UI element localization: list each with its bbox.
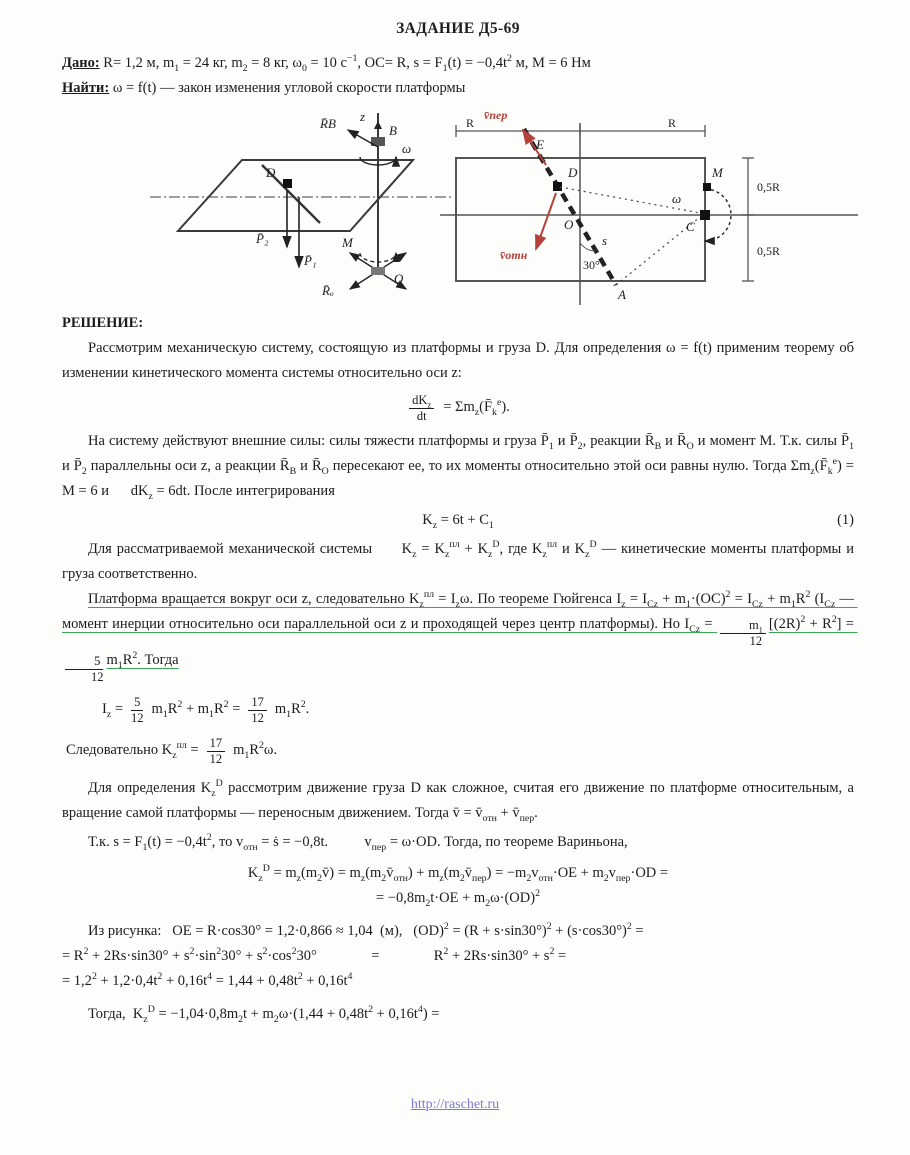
paragraph-5: Для определения $K_z^D$ рассмотрим движение груза D как сложное, считая его движение по платформе относительным, а вращение самой платформы — переносным движением. Тогда v̄ = $v̄_{отн}$ + $v̄_{пер}$. bbox=[62, 778, 858, 824]
label-RB: R̄B bbox=[320, 116, 336, 131]
solution-label: РЕШЕНИЕ: bbox=[62, 315, 144, 331]
eq-iz-text-2: $m_1R^2 + m_1R^2$ = bbox=[151, 699, 241, 720]
fraction: $\frac{5}{12}$ bbox=[131, 695, 144, 725]
paragraph-8: Тогда, $K_z^D = -1,04\cdot 0,8m_2t + m_2\omega\cdot(1,44 + 0,48t^2 + 0,16t^4)$ = bbox=[88, 1004, 440, 1025]
equation-momentum-theorem bbox=[62, 392, 854, 423]
eq-kpl-text-1: Следовательно $K_z^{пл}$ = bbox=[66, 740, 199, 761]
label-C: C bbox=[686, 219, 695, 234]
equation-k-platform bbox=[66, 735, 854, 766]
label-angle-30: 30° bbox=[583, 258, 600, 272]
paragraph-6: Т.к. $s = F_1(t) = -0,4t^2$, то $v_{отн}$ = ṡ = −0,8t. $v_{пер} = \omega\cdot OD$. Тогда, по теореме Вариньона, bbox=[88, 832, 628, 853]
label-M: M bbox=[712, 165, 723, 180]
label-omega: ω bbox=[402, 141, 412, 156]
equation-rhs: = $\Sigma m_z(F̄_k^e)$. bbox=[443, 397, 510, 418]
find-text: ω = f(t) — закон изменения угловой скорости платформы bbox=[109, 80, 466, 96]
paragraph-7-line-2: = $R^2 + 2Rs\cdot\sin 30^\circ + s^2\cdot\sin^230^\circ + s^2\cdot\cos^230^\circ$ = $R^2 + 2Rs\cdot\sin 30^\circ + s^2$ = bbox=[62, 946, 567, 964]
paragraph-1: Рассмотрим механическую систему, состоящую из платформы и груза D. Для определения ω = f(t) применим теорему об изменении кинетического момента системы относительно оси z: bbox=[62, 340, 858, 381]
label-v-otn: v̄отн bbox=[500, 248, 528, 262]
moment-arrow-base bbox=[703, 183, 711, 191]
equation-inertia bbox=[102, 694, 854, 725]
equation-1: $K_z = 6t + C_1$ bbox=[422, 512, 494, 531]
figure-right bbox=[440, 108, 858, 305]
find-line bbox=[62, 76, 854, 101]
paragraph-4-green bbox=[62, 587, 858, 684]
label-halfR-bottom: 0,5R bbox=[757, 244, 781, 258]
label-halfR-top: 0,5R bbox=[757, 180, 781, 194]
equation-1-row bbox=[62, 508, 854, 533]
paragraph-2: На систему действуют внешние силы: силы тяжести платформы и груза $P̄_1$ и $P̄_2$, реакции $R̄_B$ и $R̄_O$ и момент M. Т.к. силы $P̄_1$ и $P̄_2$ параллельны оси z, а реакции $R̄_B$ и $R̄_O$ пересекают ее, то их моменты относительно этой оси равны нулю. Тогда $\Sigma m_z(F̄_k^e) = M = 6$ и $dK_z = 6dt$. После интегрирования bbox=[62, 433, 858, 502]
figures-svg bbox=[0, 103, 910, 307]
label-O: O bbox=[564, 217, 574, 232]
p4-text-3: $m_1R^2$. Тогда bbox=[106, 650, 179, 671]
fraction: $\frac{17}{12}$ bbox=[248, 695, 267, 726]
given-label: Дано: bbox=[62, 55, 100, 71]
given-line bbox=[62, 51, 854, 76]
label-R-left: R bbox=[466, 116, 475, 130]
page-title: ЗАДАНИЕ Д5-69 bbox=[396, 20, 520, 37]
label-P2: P̄₂ bbox=[256, 231, 269, 246]
label-RO: R̄ₒ bbox=[322, 283, 334, 298]
label-s: s bbox=[602, 233, 608, 248]
label-P1: P̄₁ bbox=[304, 253, 317, 268]
load-D-marker bbox=[283, 179, 292, 188]
fraction: $\frac{17}{12}$ bbox=[207, 736, 226, 767]
figure-left bbox=[150, 109, 452, 298]
eq-iz-text-3: $m_1R^2$. bbox=[274, 699, 310, 720]
eq-iz-text-1: $I_z$ = bbox=[102, 701, 124, 720]
footer bbox=[0, 1092, 910, 1117]
point-C-marker bbox=[700, 210, 710, 220]
label-z-axis: z bbox=[360, 109, 366, 124]
eq-kpl-text-2: $m_1R^2\omega$. bbox=[233, 740, 278, 761]
label-A: A bbox=[618, 287, 626, 302]
bearing-O bbox=[371, 267, 385, 275]
label-B: B bbox=[389, 123, 397, 138]
p4-text-1: Платформа вращается вокруг оси z, следовательно $K_z^{пл} = I_z\omega$. По теореме Гюйгенса $I_z = I_{Cz} + m_1\cdot(OC)^2 = I_{Cz} + m_1R^2$ ($I_{Cz}$ — момент инерции относительно оси параллельной оси z и проходящей через центр платформы). Но $I_{Cz}$ = bbox=[62, 589, 858, 635]
label-R-right: R bbox=[668, 116, 677, 130]
label-O: O bbox=[394, 271, 404, 286]
paragraph-7-line-3: = $1,2^2 + 1,2\cdot 0,4t^2 + 0,16t^4 = 1,44 + 0,48t^2 + 0,16t^4$ bbox=[62, 971, 353, 989]
z-axis-arrowhead bbox=[374, 121, 382, 129]
label-omega: ω bbox=[672, 191, 682, 206]
label-M: M bbox=[342, 235, 353, 250]
figures-block bbox=[0, 103, 910, 307]
v-otn-arrow bbox=[536, 193, 556, 249]
given-text: R= 1,2 м, $m_1 = 24$ кг, $m_2 = 8$ кг, $\omega_0 = 10$ $с^{-1}$, OC= R, $s = F_1(t) = -0,4t^2$ м, M = 6 Нм bbox=[99, 53, 591, 74]
equation-number: (1) bbox=[837, 512, 854, 528]
fraction: $\frac{5}{12}$ bbox=[65, 654, 104, 685]
p4-text-2: $[(2R)^2 + R^2]$ = bbox=[768, 614, 858, 632]
footer-link[interactable]: http://raschet.ru bbox=[410, 1097, 500, 1112]
label-D: D bbox=[568, 165, 578, 180]
paragraph-3: Для рассматриваемой механической системы $K_z = K_z^{пл} + K_z^D$, где $K_z^{пл}$ и $K_z^D$ — кинетические моменты платформы и груза соответственно. bbox=[62, 539, 858, 582]
load-D-marker bbox=[553, 182, 562, 191]
label-E: E bbox=[536, 137, 544, 152]
fraction: $\frac{m_1}{12}$ bbox=[720, 618, 766, 649]
label-v-per: v̄пер bbox=[484, 108, 508, 122]
equation-kd-line-2: = $-0,8m_2t\cdot OE + m_2\omega\cdot(OD)^2$ bbox=[375, 888, 541, 909]
fraction: $\frac{dK_z}{dt}$ bbox=[409, 393, 434, 424]
label-D: D bbox=[266, 165, 276, 180]
paragraph-7-line-1: Из рисунка: OE = R·cos30° = 1,2·0,866 ≈ 1,04 (м), $(OD)^2 = (R + s\cdot\sin 30^\circ)^2 + (s\cdot\cos 30^\circ)^2$ = bbox=[88, 921, 644, 939]
equation-kd-line-1: $K_z^D$ = $m_z(m_2v̄)$ = $m_z(m_2v̄_{отн})$ + $m_z(m_2v̄_{пер}) = -m_2v_{отн}\cdot OE + m_2v_{пер}\cdot OD$ = bbox=[247, 863, 669, 884]
find-label: Найти: bbox=[62, 80, 110, 96]
